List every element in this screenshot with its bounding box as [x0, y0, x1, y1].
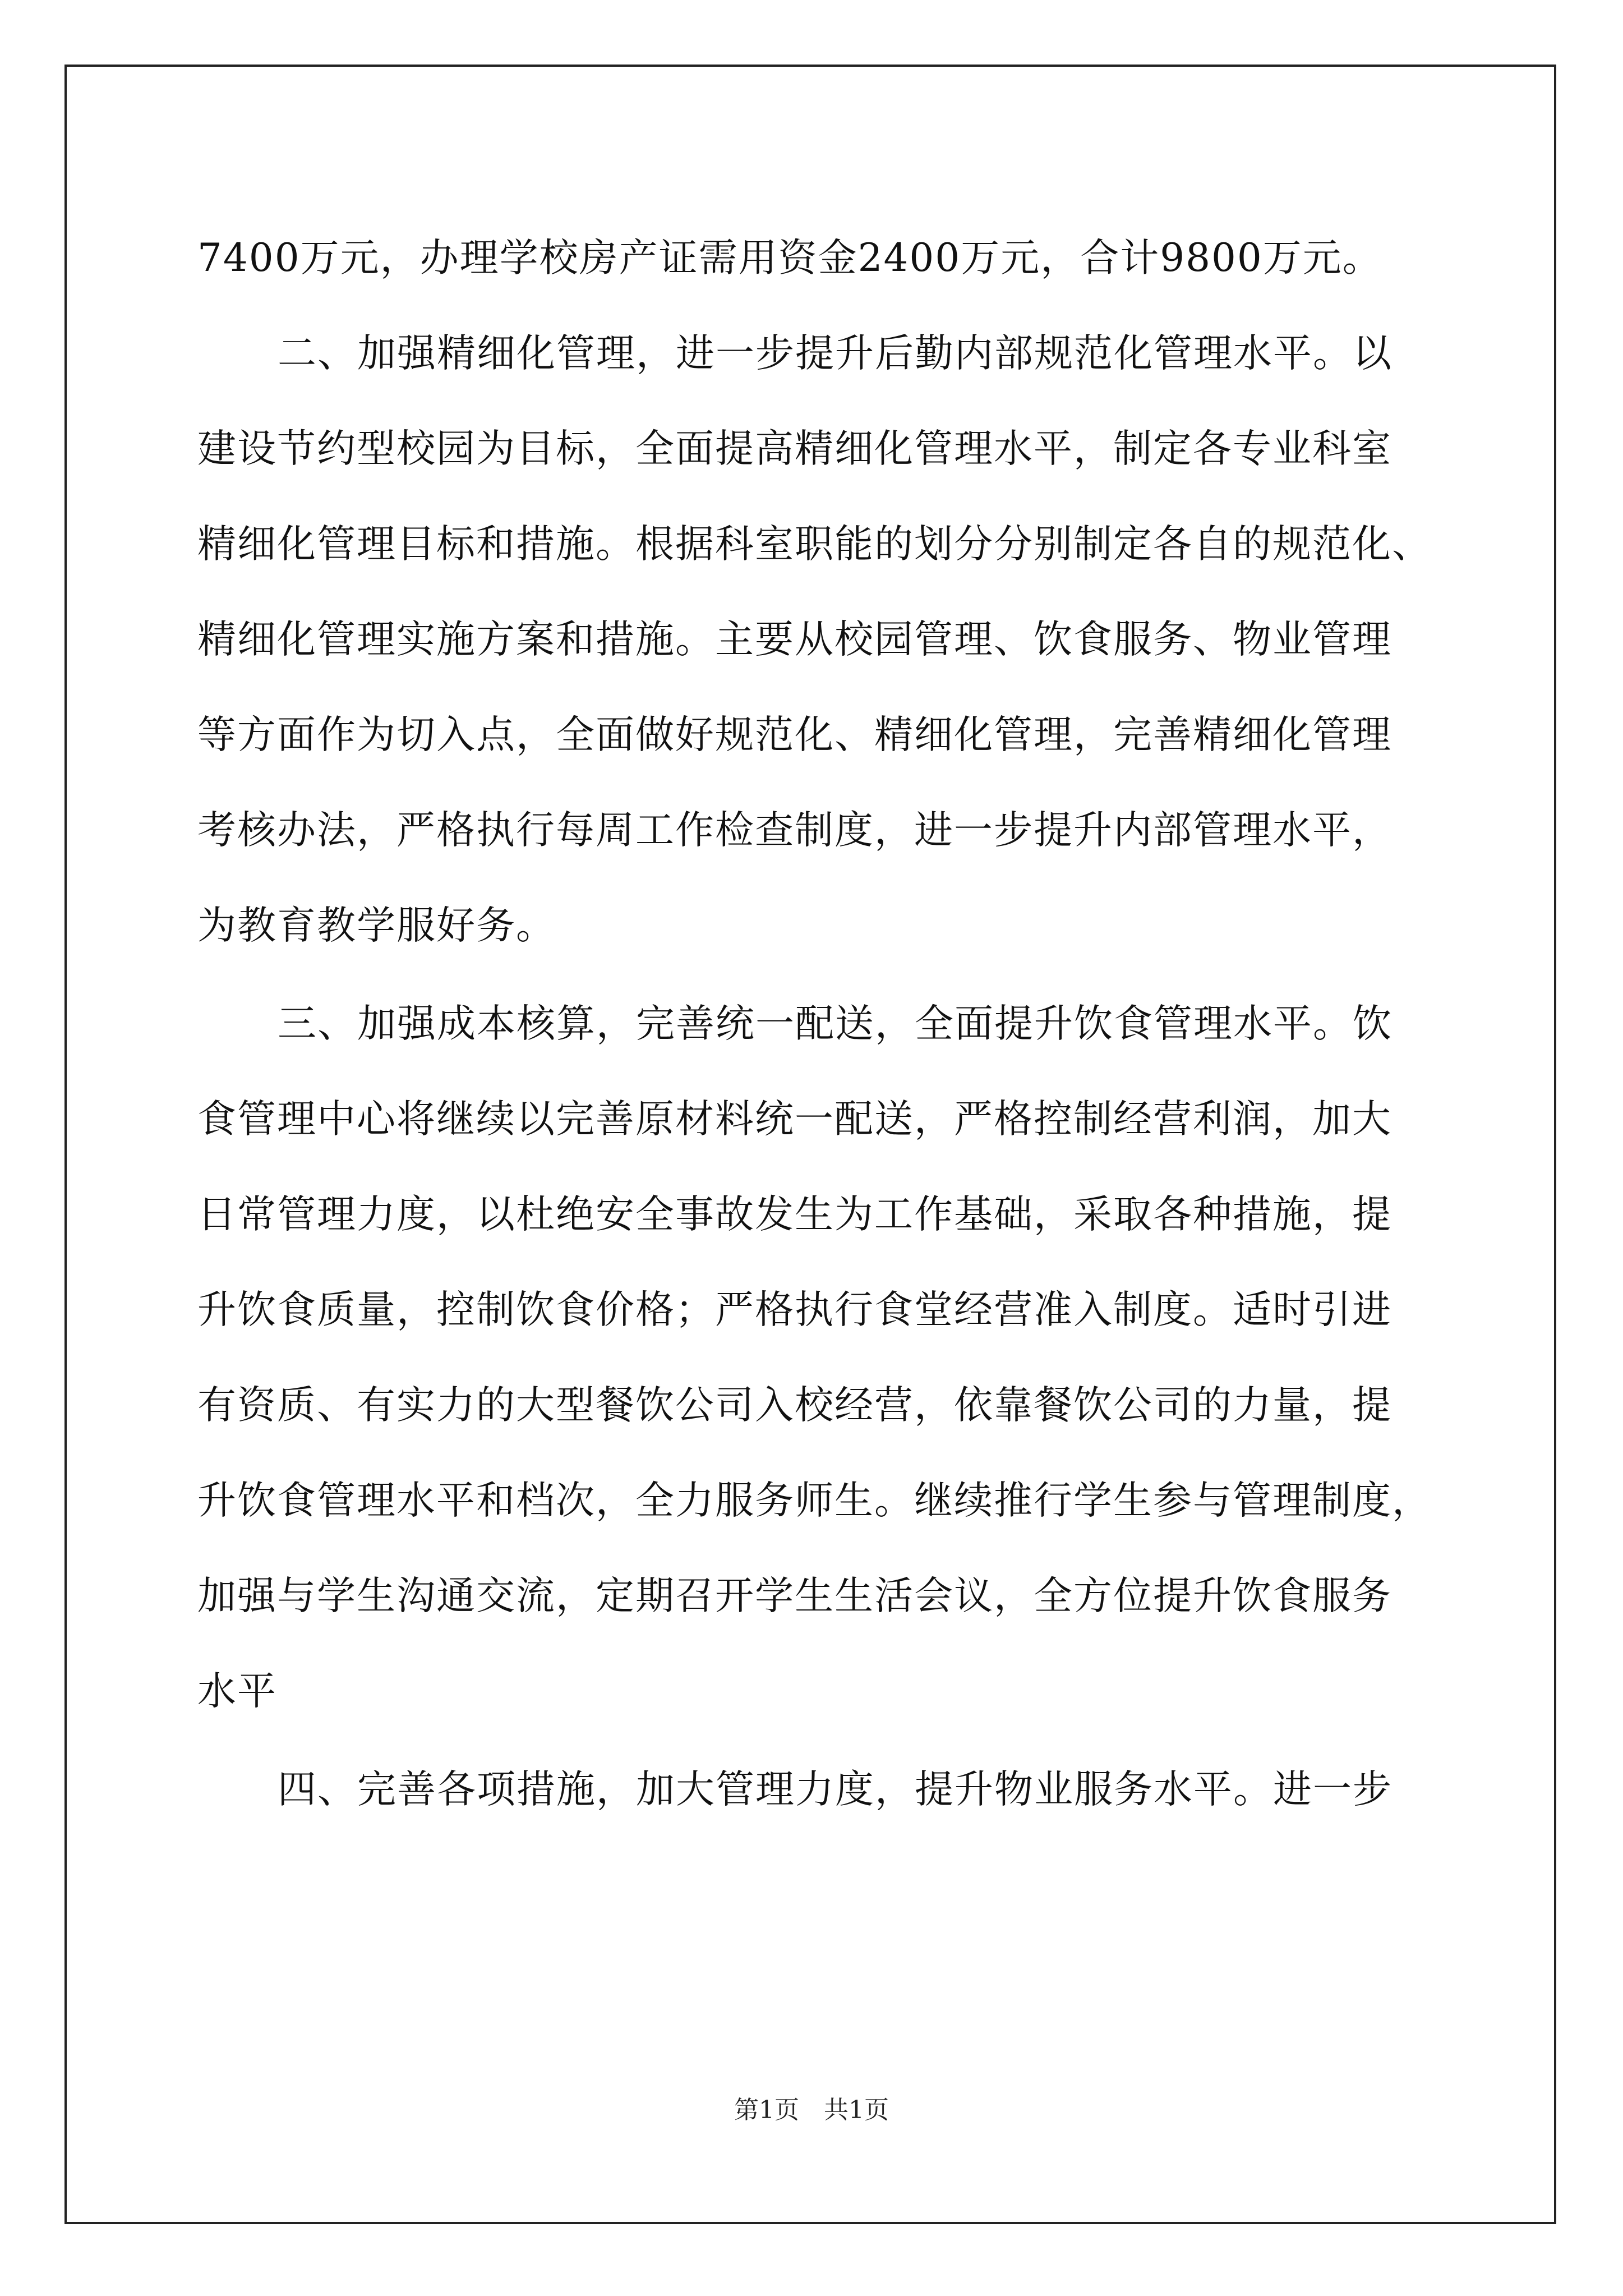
text-line: 三、加强成本核算，完善统一配送，全面提升饮食管理水平。饮 — [278, 1001, 1393, 1046]
text-line: 四、完善各项措施，加大管理力度，提升物业服务水平。进一步 — [278, 1767, 1393, 1812]
text-line: 水平 — [197, 1669, 277, 1714]
text-line: 升饮食管理水平和档次，全力服务师生。继续推行学生参与管理制度， — [197, 1478, 1432, 1523]
text-line: 二、加强精细化管理，进一步提升后勤内部规范化管理水平。以 — [278, 331, 1393, 376]
text-line: 有资质、有实力的大型餐饮公司入校经营，依靠餐饮公司的力量，提 — [197, 1383, 1392, 1428]
text-line: 加强与学生沟通交流，定期召开学生生活会议，全方位提升饮食服务 — [197, 1573, 1392, 1618]
text-line: 为教育教学服好务。 — [197, 903, 556, 948]
page-number: 第1页 共1页 — [734, 2096, 889, 2124]
text-line: 建设节约型校园为目标，全面提高精细化管理水平，制定各专业科室 — [197, 426, 1392, 471]
text-line: 7400万元，办理学校房产证需用资金2400万元，合计9800万元。 — [197, 236, 1382, 280]
text-line: 精细化管理实施方案和措施。主要从校园管理、饮食服务、物业管理 — [197, 617, 1392, 662]
text-line: 精细化管理目标和措施。根据科室职能的划分分别制定各自的规范化、 — [197, 522, 1432, 567]
text-line: 日常管理力度，以杜绝安全事故发生为工作基础，采取各种措施，提 — [197, 1192, 1392, 1237]
text-line: 升饮食质量，控制饮食价格；严格执行食堂经营准入制度。适时引进 — [197, 1287, 1392, 1332]
text-line: 食管理中心将继续以完善原材料统一配送，严格控制经营利润，加大 — [197, 1097, 1392, 1142]
text-line: 考核办法，严格执行每周工作检查制度，进一步提升内部管理水平， — [197, 808, 1392, 853]
text-line: 等方面作为切入点，全面做好规范化、精细化管理，完善精细化管理 — [197, 712, 1392, 757]
